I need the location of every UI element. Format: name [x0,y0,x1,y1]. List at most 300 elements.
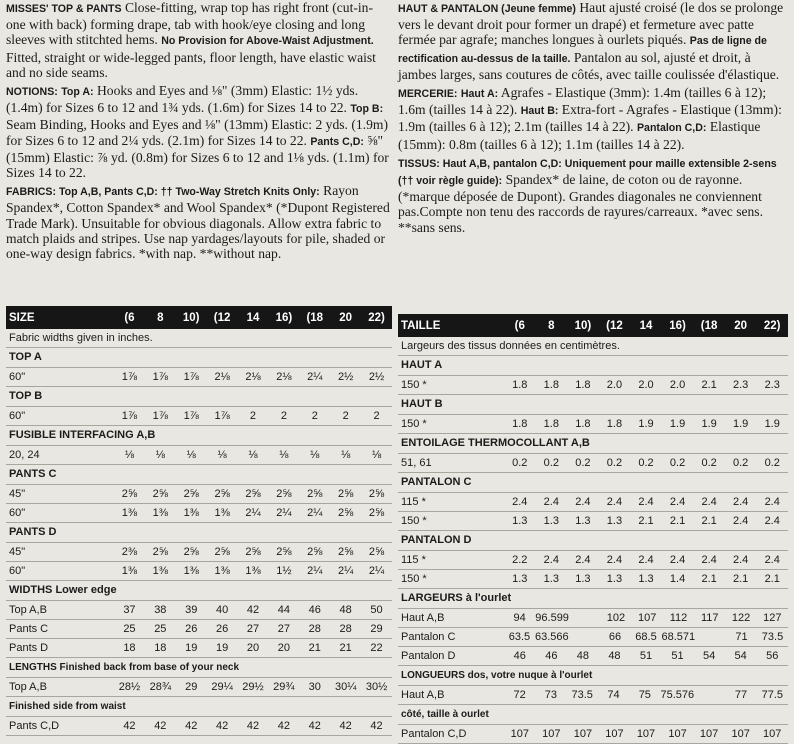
table-cell: 48 [576,650,589,662]
table-cell: 1⅜ [152,565,168,577]
table-cell: 39 [185,604,198,616]
table-row [6,620,392,639]
row-label: Pants C,D [9,720,60,732]
row-label: Pants D [9,642,49,654]
table-cell: 2⅝ [307,488,323,500]
table-cell: 122 [731,612,751,624]
table-cell: 1⅞ [183,410,199,422]
row-label: 60" [9,410,26,422]
table-cell: 2½ [368,371,385,383]
table-row [398,686,788,705]
table-cell: 2.4 [733,515,749,527]
table-cell: 107 [668,728,687,740]
table-cell: 42 [185,720,198,732]
row-label: 150 * [401,573,427,585]
table-cell: 2⅝ [214,546,230,558]
size-header-cell: 14 [246,311,260,324]
table-cell: 2¼ [307,565,323,577]
table-cell: 28¾ [149,681,172,693]
size-header-cell: (12 [606,319,623,332]
table-cell: 2½ [338,371,354,383]
table-cell: 42 [123,720,136,732]
table-cell: 102 [606,612,626,624]
table-row [398,628,788,647]
table-cell: 54 [734,650,747,662]
table-cell: 1.8 [575,379,591,391]
table-cell: 2 [280,410,287,422]
table-cell: 112 [669,612,688,624]
size-header-cell: (12 [213,311,231,324]
table-cell: 20 [277,642,290,654]
table-cell: 27 [246,623,260,635]
table-cell: 28½ [118,681,141,693]
table-cell: 40 [215,604,229,616]
row-label: 51, 61 [401,457,432,469]
table-cell: 29 [185,681,198,693]
table-cell: 2.4 [669,554,686,566]
size-header-row [398,314,788,337]
table-cell: 71 [735,631,748,643]
table-cell: 1⅞ [214,410,230,422]
table-row [6,368,392,387]
table-cell: 1.8 [606,418,623,430]
table-cell: 2.3 [764,379,780,391]
table-cell: 2.4 [733,496,749,508]
table-section-heading: HAUT A [398,356,788,376]
table-section-heading: Finished side from waist [6,697,392,717]
table-cell: 63.5 [508,631,531,643]
table-cell: 1.8 [543,379,559,391]
table-cell: 107 [763,728,782,740]
table-cell: 94 [513,612,526,624]
table-cell: 75.576 [660,689,695,701]
table-cell: 1½ [276,565,292,577]
table-section-heading: WIDTHS Lower edge [6,581,392,601]
table-cell: 0.2 [638,457,654,469]
table-cell: 19 [185,642,198,654]
table-cell: 117 [700,612,719,624]
table-cell: 73.5 [571,689,593,701]
table-cell: 2.4 [701,496,717,508]
table-cell: 2.4 [543,496,559,508]
table-cell: 107 [731,728,750,740]
table-cell: 2⅛ [276,371,292,383]
table-section-heading: PANTALON C [398,473,788,493]
table-row [398,512,788,531]
table-cell: 77.5 [761,689,784,701]
table-cell: 30½ [365,681,388,693]
table-section-heading: LARGEURS à l'ourlet [398,589,788,609]
table-cell: 1.3 [606,573,623,585]
table-row [6,639,392,658]
table-cell: 20 [246,642,260,654]
table-cell: 42 [339,720,352,732]
table-cell: 51 [639,650,653,662]
table-cell: 107 [573,728,593,740]
table-cell: 2⅜ [121,546,138,558]
table-cell: 29 [370,623,383,635]
table-cell: 1⅞ [152,371,168,383]
table-cell: 1⅜ [121,507,138,519]
table-cell: ⅛ [341,449,351,461]
table-cell: 2.1 [669,515,686,527]
table-cell: ⅛ [124,449,135,461]
table-cell: 2.4 [733,554,749,566]
table-cell: 2.4 [764,515,780,527]
table-cell: 75 [638,689,651,701]
table-cell: 42 [246,720,260,732]
table-cell: 68.5 [635,631,657,643]
table-cell: 1.3 [575,515,591,527]
table-cell: 48 [608,650,621,662]
table-cell: 2¼ [307,371,323,383]
table-cell: 2¼ [245,507,261,519]
table-cell: 56 [766,650,779,662]
table-cell: 42 [308,720,321,732]
row-label: 150 * [401,418,427,430]
table-section-heading: HAUT B [398,395,788,415]
table-cell: 26 [215,623,229,635]
table-cell: 2.4 [606,496,623,508]
row-label: 150 * [401,515,427,527]
table-cell: 68.571 [661,631,696,643]
table-cell: 2.4 [638,554,654,566]
table-cell: 1.9 [669,418,686,430]
table-cell: 30 [308,681,321,693]
size-header-cell: 20 [339,311,353,324]
table-cell: 2.4 [606,554,623,566]
table-cell: 2.4 [575,496,591,508]
size-header-cell: 22) [368,311,385,324]
table-cell: 2.1 [701,515,717,527]
notions-paragraph: NOTIONS: Top A: Hooks and Eyes and ⅛" (3mm) Elastic: 1½ yds. (1.4m) for Sizes 6 to 12 and 1¾ yds. (1.6m) for Sizes 14 to 22. Top B: Seam Binding, Hooks and Eyes and ⅛" (13mm) Elastic: 2 yds. (1.9m) for Sizes 6 to 12 and 2¼ yds. (2.1m) for Sizes 14 to 22. Pants C,D: ⅝" (15mm) Elastic: ⅞ yd. (0.8m) for Sizes 6 to 12 and 1⅛ yds. (1.1m) for Sizes 14 to 22. [6,83,389,181]
table-cell: 2⅛ [214,371,230,383]
mercerie-paragraph: MERCERIE: Haut A: Agrafes - Elastique (3mm): 1.4m (tailles 6 à 12); 1.6m (tailles 14 à 22). Haut B: Extra-fort - Agrafes - Elastique (13mm): 1.9m (tailles 6 à 12); 2.1m (tailles 14 à 22). Pantalon C,D: Elastique (15mm): 0.8m (tailles 6 à 12); 1.1m (tailles 14 à 22). [398,85,782,152]
table-section-heading: PANTS C [6,465,392,485]
table-cell: 2.3 [733,379,749,391]
table-cell: 46 [513,650,526,662]
table-cell: 27 [277,623,290,635]
table-cell: 2⅝ [245,488,261,500]
table-cell: 2¼ [307,507,323,519]
table-row [398,454,788,473]
row-label: Top A,B [9,604,47,616]
table-cell: 107 [699,728,719,740]
row-label: Haut A,B [401,612,445,624]
size-header-cell: 20 [734,319,748,332]
table-cell: 29¾ [273,681,295,693]
table-cell: 107 [605,728,624,740]
table-cell: 1.9 [733,418,749,430]
table-cell: 107 [510,728,529,740]
table-cell: 1⅜ [245,565,261,577]
row-label: 115 * [401,496,426,508]
table-cell: 2.4 [512,496,528,508]
table-cell: 1⅞ [121,371,138,383]
table-cell: 50 [370,604,383,616]
table-cell: 18 [154,642,167,654]
row-label: 60" [9,565,26,577]
table-cell: 2⅝ [214,488,230,500]
table-cell: 2⅝ [276,488,292,500]
table-cell: 26 [185,623,198,635]
tissus-paragraph: TISSUS: Haut A,B, pantalon C,D: Uniquement pour maille extensible 2-sens (†† voir règle guide): Spandex* de laine, de coton ou de rayonne. (*marque déposée de Dupont). Grandes diagonales ne conviennent pas.Compte non tenu des raccords de rayures/carreaux. *avec sens. **sans sens. [398,157,777,235]
table-section-heading: ENTOILAGE THERMOCOLLANT A,B [398,434,788,454]
french-description [398,0,788,235]
table-cell: 48 [339,604,352,616]
table-cell: 73 [544,689,558,701]
table-cell: ⅛ [155,449,165,461]
table-cell: 2⅝ [368,488,385,500]
table-row [6,485,392,504]
row-label: Haut A,B [401,689,445,701]
table-cell: 2¼ [338,565,354,577]
table-cell: 2 [342,410,349,422]
size-header-cell: (6 [124,311,135,324]
table-row [6,562,392,581]
row-label: 45" [9,488,26,500]
table-section-heading: PANTALON D [398,531,788,551]
table-cell: 96.599 [535,612,569,624]
table-section-heading: TOP B [6,387,392,407]
table-cell: 1.3 [512,515,528,527]
table-cell: 2.1 [764,573,780,585]
table-section-heading: LONGUEURS dos, votre nuque à l'ourlet [398,666,788,686]
table-section-heading: TOP A [6,348,392,368]
row-label: Pantalon D [401,650,456,662]
table-cell: 72 [513,689,526,701]
table-cell: 2⅝ [121,488,138,500]
table-cell: 2¼ [276,507,292,519]
size-header-cell: 8 [157,311,164,324]
table-row [6,678,392,697]
table-cell: 42 [246,604,260,616]
table-cell: 0.2 [575,457,591,469]
table-row [398,609,788,628]
table-cell: 22 [370,642,383,654]
table-cell: 1⅜ [214,507,230,519]
table-cell: 54 [702,650,716,662]
table-row [6,717,392,736]
size-header-cell: 10) [574,319,592,332]
size-header-cell: 16) [669,319,686,332]
table-cell: 1⅜ [152,507,168,519]
size-header-label: SIZE [9,311,35,324]
yardage-table-english [6,300,392,736]
table-cell: 1.3 [638,573,654,585]
table-cell: 0.2 [764,457,780,469]
row-label: 60" [9,371,26,383]
table-cell: 42 [215,720,229,732]
table-cell: 2.4 [764,496,780,508]
table-cell: 107 [636,728,656,740]
row-label: Pantalon C [401,631,456,643]
table-cell: 1.8 [512,418,528,430]
table-row [6,543,392,562]
french-column [398,0,788,740]
table-cell: 1.3 [543,515,559,527]
table-cell: 2¼ [368,565,385,577]
table-cell: 2 [373,410,380,422]
table-cell: 29¼ [211,681,233,693]
table-cell: 1.4 [669,573,686,585]
table-row [398,493,788,512]
table-cell: 2.4 [638,496,654,508]
table-cell: 1.8 [575,418,591,430]
table-cell: 37 [123,604,136,616]
table-cell: 2⅝ [338,507,354,519]
table-cell: 2⅝ [183,488,199,500]
table-row [6,446,392,465]
size-header-cell: (18 [306,311,324,324]
table-cell: 63.566 [534,631,569,643]
row-label: 45" [9,546,26,558]
table-cell: 42 [370,720,383,732]
table-cell: ⅛ [217,449,227,461]
table-cell: 2⅝ [368,507,385,519]
table-cell: 66 [608,631,622,643]
fabric-width-note: Fabric widths given in inches. [6,329,392,348]
table-cell: 127 [763,612,782,624]
table-row [398,551,788,570]
table-cell: 0.2 [543,457,559,469]
style-title: MISSES' TOP & PANTS [6,3,122,15]
table-cell: ⅛ [279,449,289,461]
row-label: 60" [9,507,26,519]
table-cell: 51 [671,650,684,662]
table-cell: 2.1 [701,573,717,585]
table-cell: 2.0 [669,379,686,391]
table-section-heading: LENGTHS Finished back from base of your neck [6,658,392,678]
table-row [398,570,788,589]
table-cell: 2 [311,410,318,422]
row-label: Top A,B [9,681,47,693]
table-cell: 21 [308,642,321,654]
size-header-cell: 16) [275,311,293,324]
fabrics-paragraph: FABRICS: Top A,B, Pants C,D: †† Two-Way Stretch Knits Only: Rayon Spandex*, Cotton Spandex* and Wool Spandex* (*Dupont Registered Trade Mark). Unsuitable for obvious diagonals. Allow extra fabric to match plaids and stripes. Use nap yardages/layouts for pile, shaded or one-way design fabrics. *with nap. **without nap. [6,183,390,262]
table-cell: 2.0 [606,379,623,391]
table-cell: 2⅛ [245,371,261,383]
table-cell: 2.0 [638,379,654,391]
table-cell: ⅛ [371,449,382,461]
size-header-cell: 10) [182,311,200,324]
table-row [398,415,788,434]
table-cell: 0.2 [733,457,749,469]
size-header-cell: 14 [639,319,653,332]
table-cell: 2⅝ [152,546,168,558]
size-header-cell: 8 [548,319,555,332]
table-cell: 2 [249,410,257,422]
table-cell: 0.2 [701,457,717,469]
english-description [6,0,392,261]
yardage-table-french [398,308,788,744]
table-cell: 0.2 [669,457,686,469]
table-cell: 25 [154,623,167,635]
table-cell: 2.1 [733,573,749,585]
row-label: 150 * [401,379,427,391]
table-cell: 73.5 [761,631,784,643]
table-cell: 2⅝ [338,546,354,558]
table-cell: 2.1 [701,379,717,391]
table-cell: 2.1 [638,515,654,527]
table-cell: 1.3 [575,573,591,585]
table-cell: 44 [277,604,290,616]
size-header-cell: (18 [700,319,718,332]
row-label: Pants C [9,623,49,635]
table-cell: 28 [339,623,352,635]
table-cell: 1.9 [764,418,780,430]
table-cell: 2.4 [764,554,780,566]
table-row [6,407,392,426]
table-cell: 1.9 [701,418,717,430]
table-cell: 2⅝ [307,546,323,558]
table-row [6,504,392,523]
table-cell: 0.2 [512,457,528,469]
table-row [398,647,788,666]
table-row [6,601,392,620]
table-cell: 107 [542,728,561,740]
size-header-cell: (6 [514,319,525,332]
table-section-heading: FUSIBLE INTERFACING A,B [6,426,392,446]
table-cell: 2⅝ [152,488,168,500]
row-label: Pantalon C,D [401,728,467,740]
table-cell: 1⅞ [152,410,168,422]
size-header-row [6,306,392,329]
table-section-heading: côté, taille à ourlet [398,705,788,725]
table-cell: 1.9 [638,418,654,430]
table-cell: ⅛ [310,449,320,461]
row-label: 115 * [401,554,426,566]
table-cell: 2⅝ [276,546,292,558]
english-column [6,0,392,732]
table-cell: 1.8 [512,379,528,391]
size-header-label: TAILLE [401,319,441,332]
table-cell: 28 [308,623,321,635]
table-cell: 2.2 [512,554,528,566]
table-cell: 1.3 [512,573,528,585]
table-cell: 1⅜ [121,565,138,577]
table-cell: 2.4 [575,554,591,566]
table-cell: 74 [607,689,620,701]
size-header-cell: 22) [763,319,781,332]
table-cell: 19 [215,642,229,654]
table-cell: 1⅞ [121,410,138,422]
table-cell: 2⅝ [338,488,354,500]
row-label: 20, 24 [9,449,40,461]
style-title-fr: HAUT & PANTALON (Jeune femme) [398,3,576,15]
table-cell: 2⅝ [368,546,385,558]
table-cell: 25 [123,623,136,635]
table-cell: 38 [154,604,167,616]
table-cell: 1.3 [543,573,559,585]
table-cell: 42 [154,720,167,732]
table-cell: 107 [638,612,657,624]
table-cell: 1.3 [606,515,623,527]
table-cell: 77 [734,689,748,701]
table-cell: ⅛ [186,449,196,461]
table-cell: 46 [308,604,321,616]
table-cell: 29½ [242,681,264,693]
table-cell: 2⅝ [245,546,261,558]
table-cell: 2⅝ [183,546,199,558]
table-cell: 1⅜ [183,507,199,519]
table-cell: 21 [339,642,352,654]
table-section-heading: PANTS D [6,523,392,543]
table-row [398,376,788,395]
table-cell: ⅛ [248,449,258,461]
table-cell: 0.2 [606,457,623,469]
table-cell: 2.4 [701,554,717,566]
